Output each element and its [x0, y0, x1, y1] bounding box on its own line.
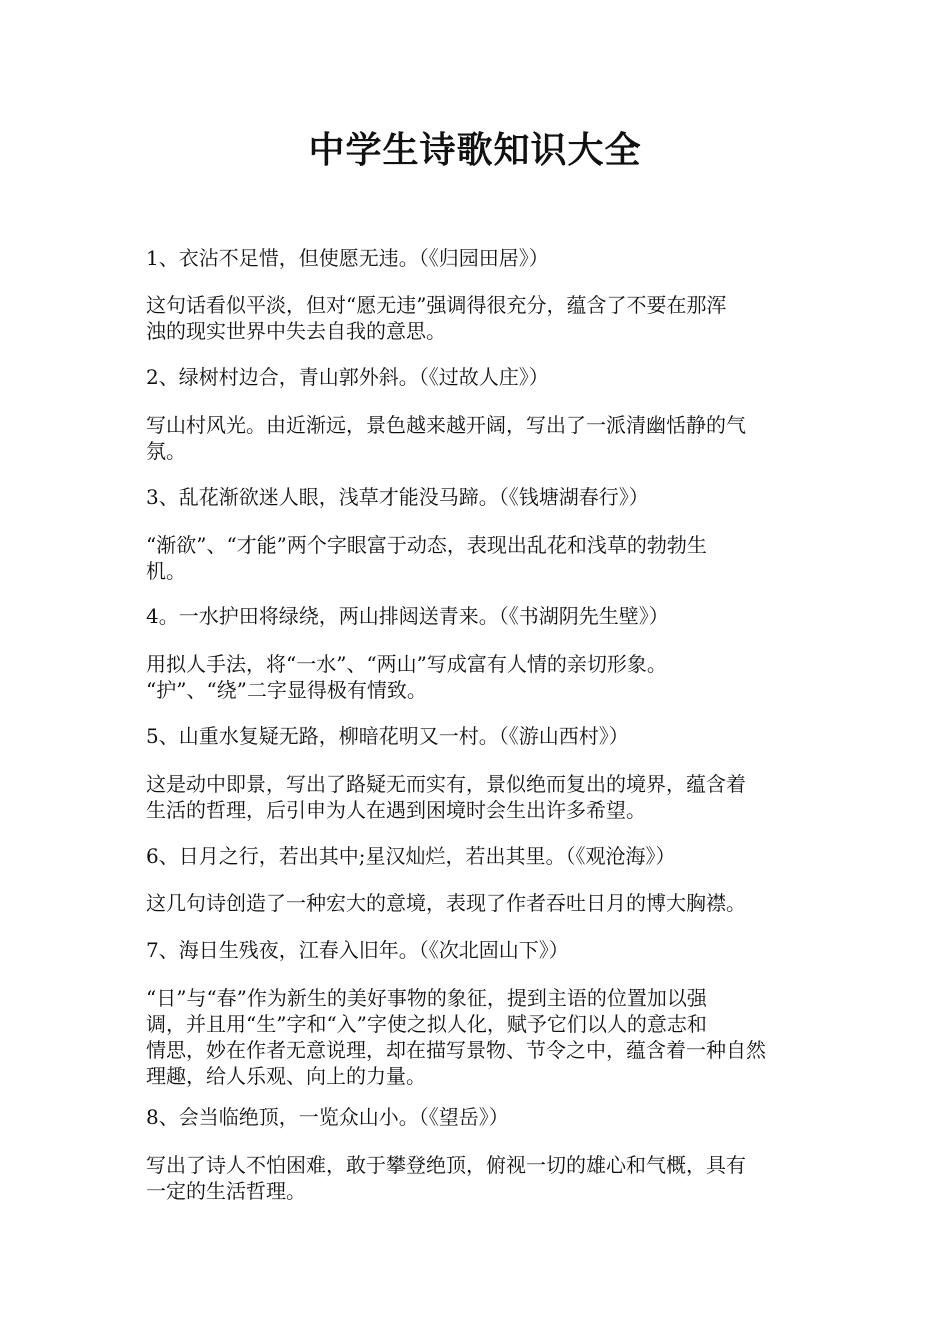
entry-8-note: [146, 1152, 810, 1204]
entry-3-note: [146, 532, 810, 584]
note-line: “渐欲”、“才能”两个字眼富于动态，表现出乱花和浅草的勃勃生: [146, 533, 707, 557]
verse-line: 6、日月之行，若出其中;星汉灿烂，若出其里。（《观沧海》）: [146, 844, 676, 868]
note-line: 情思，妙在作者无意说理，却在描写景物、节令之中，蕴含着一种自然: [146, 1038, 766, 1062]
entry-5: [146, 723, 810, 749]
note-line: 写山村风光。由近渐远，景色越来越开阔，写出了一派清幽恬静的气: [146, 413, 746, 437]
note-line: 用拟人手法，将“一水”、“两山”写成富有人情的亲切形象。: [146, 652, 667, 676]
note-line: 氛。: [146, 439, 186, 463]
note-line: “护”、“绕”二字显得极有情致。: [146, 678, 427, 702]
note-line: 机。: [146, 559, 186, 583]
note-line: 浊的现实世界中失去自我的意思。: [146, 319, 446, 343]
entry-4: [146, 603, 810, 629]
entry-6: [146, 843, 810, 869]
entry-1-note: [146, 292, 810, 344]
entry-5-note: [146, 771, 810, 823]
verse-line: 4。一水护田将绿绕，两山排闼送青来。（《书湖阴先生壁》）: [146, 604, 669, 628]
note-line: 写出了诗人不怕困难，敢于攀登绝顶，俯视一切的雄心和气概，具有: [146, 1153, 746, 1177]
verse-line: 5、山重水复疑无路，柳暗花明又一村。（《游山西村》）: [146, 724, 629, 748]
verse-line: 7、海日生残夜，江春入旧年。（《次北固山下》）: [146, 938, 569, 962]
entry-2-note: [146, 412, 810, 464]
entry-8: [146, 1104, 810, 1130]
note-line: 理趣，给人乐观、向上的力量。: [146, 1064, 426, 1088]
entry-2: [146, 364, 810, 390]
note-line: “日”与“春”作为新生的美好事物的象征，提到主语的位置加以强: [146, 986, 707, 1010]
entry-6-note: [146, 890, 810, 916]
entry-4-note: [146, 651, 810, 703]
verse-line: 3、乱花渐欲迷人眼，浅草才能没马蹄。（《钱塘湖春行》）: [146, 485, 649, 509]
note-line: 这是动中即景，写出了路疑无而实有，景似绝而复出的境界，蕴含着: [146, 772, 746, 796]
note-line: 这句话看似平淡，但对“愿无违”强调得很充分，蕴含了不要在那浑: [146, 293, 727, 317]
entry-7-note: [146, 985, 810, 1089]
entry-1: [146, 245, 810, 271]
entry-7: [146, 937, 810, 963]
document-title: 中学生诗歌知识大全: [308, 129, 642, 171]
note-line: 生活的哲理，后引申为人在遇到困境时会生出许多希望。: [146, 798, 646, 822]
verse-line: 1、衣沾不足惜，但使愿无违。（《归园田居》）: [146, 246, 549, 270]
verse-line: 2、绿树村边合，青山郭外斜。（《过故人庄》）: [146, 365, 549, 389]
note-line: 这几句诗创造了一种宏大的意境，表现了作者吞吐日月的博大胸襟。: [146, 891, 746, 915]
entry-3: [146, 484, 810, 510]
verse-line: 8、会当临绝顶，一览众山小。（《望岳》）: [146, 1105, 509, 1129]
note-line: 一定的生活哲理。: [146, 1179, 306, 1203]
note-line: 调，并且用“生”字和“入”字使之拟人化，赋予它们以人的意志和: [146, 1012, 707, 1036]
